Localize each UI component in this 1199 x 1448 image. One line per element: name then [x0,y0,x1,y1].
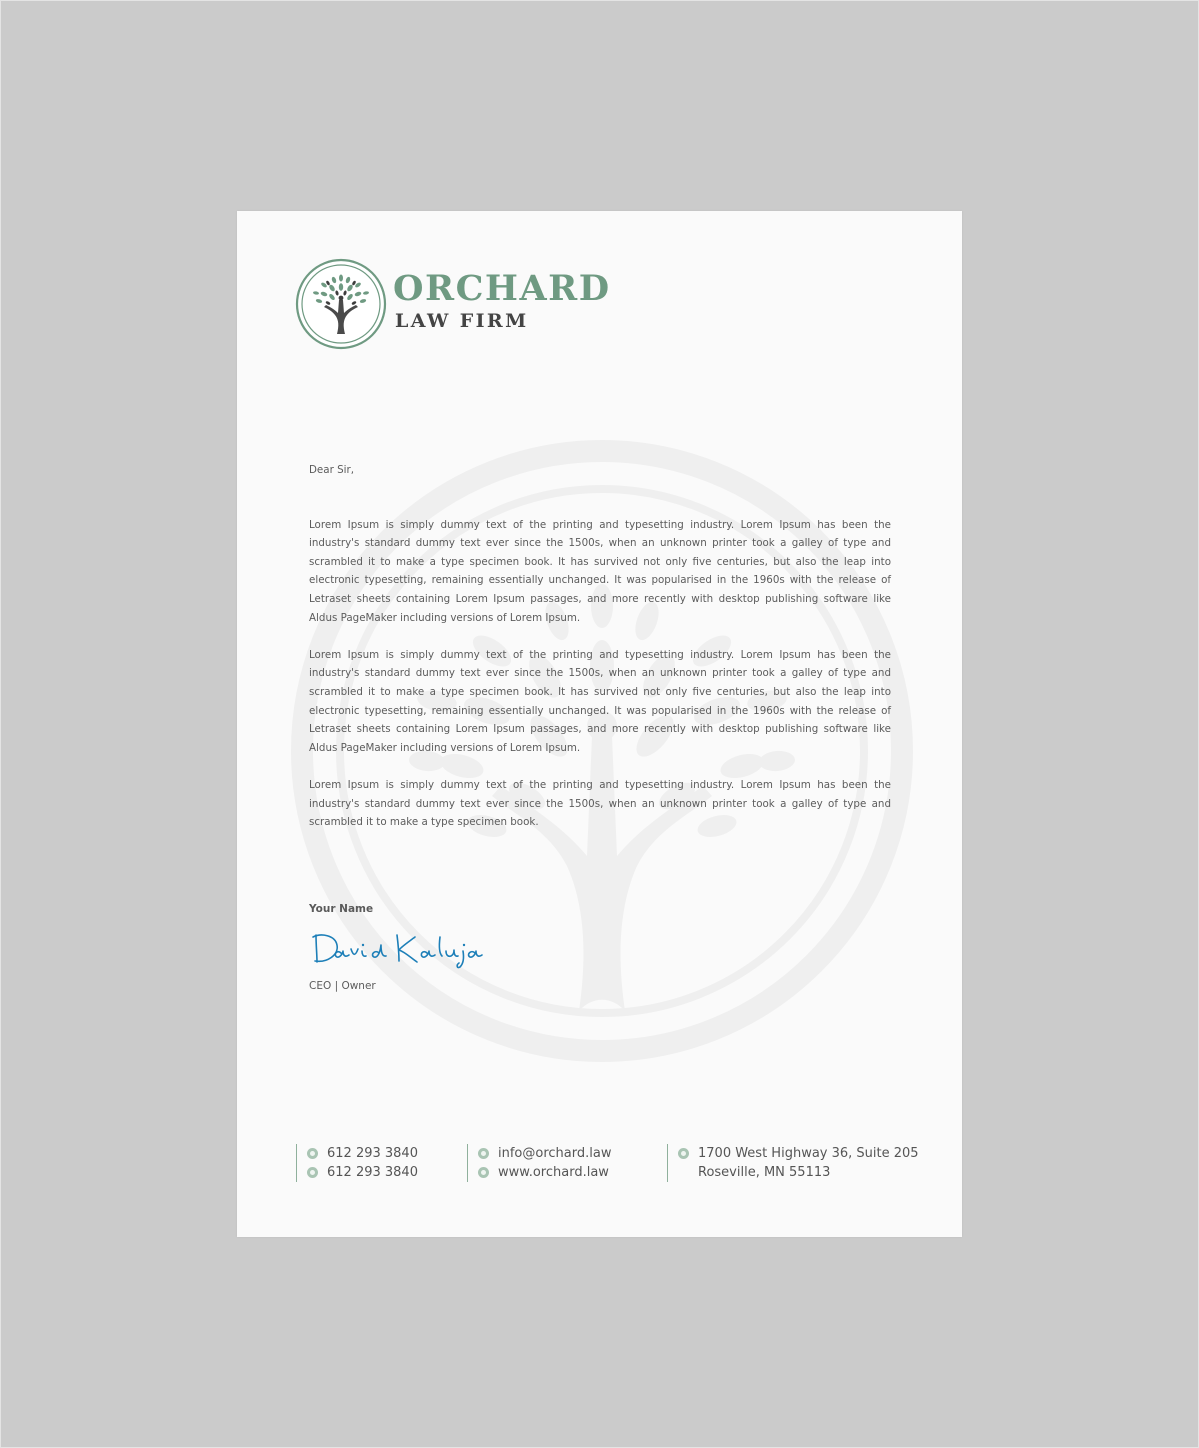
footer-address-line2: Roseville, MN 55113 [698,1165,831,1180]
signature-title: CEO | Owner [309,980,376,992]
brand-subtitle: LAW FIRM [395,310,529,332]
signature-block [309,903,569,992]
letter-body [309,461,891,850]
footer-phone-line [307,1144,418,1163]
footer-address [667,1144,919,1182]
footer-address-line [678,1144,919,1163]
footer-address-line1: 1700 West Highway 36, Suite 205 [698,1146,919,1161]
letterhead-page [237,211,962,1237]
footer-email[interactable]: info@orchard.law [498,1146,612,1161]
footer-website[interactable]: www.orchard.law [498,1165,609,1180]
phone-icon [307,1167,318,1178]
letter-paragraph: Lorem Ipsum is simply dummy text of the printing and typesetting industry. Lorem Ipsum has been the industry's standard dummy text ever since the 1500s, when an unknown printer took a galley of type and scrambled it to make a type specimen book. It has survived not only five centuries, but also the leap into electronic typesetting, remaining essentially unchanged. It was popularised in the 1960s with the release of Letraset sheets containing Lorem Ipsum passages, and more recently with desktop publishing software like Aldus PageMaker including versions of Lorem Ipsum. [309,518,891,624]
handwritten-signature [307,925,487,971]
letter-paragraph: Lorem Ipsum is simply dummy text of the printing and typesetting industry. Lorem Ipsum has been the industry's standard dummy text ever since the 1500s, when an unknown printer took a galley of type and scrambled it to make a type specimen book. It has survived not only five centuries, but also the leap into electronic typesetting, remaining essentially unchanged. It was popularised in the 1960s with the release of Letraset sheets containing Lorem Ipsum passages, and more recently with desktop publishing software like Aldus PageMaker including versions of Lorem Ipsum. [309,648,891,754]
footer-website-line [478,1163,611,1182]
footer-phones [296,1144,418,1182]
footer-phone-line [307,1163,418,1182]
letter-paragraph: Lorem Ipsum is simply dummy text of the printing and typesetting industry. Lorem Ipsum has been the industry's standard dummy text ever since the 1500s, when an unknown printer took a galley of type and scrambled it to make a type specimen book. [309,778,891,829]
footer-email-line [478,1144,611,1163]
salutation: Dear Sir, [309,464,354,476]
footer-phone: 612 293 3840 [327,1165,418,1180]
globe-icon [478,1167,489,1178]
email-icon [478,1148,489,1159]
tree-in-circle-icon [295,258,387,350]
location-pin-icon [678,1148,689,1159]
footer-address-line [678,1163,919,1182]
signature-name-label: Your Name [309,903,374,915]
brand-name: ORCHARD [393,268,611,309]
phone-icon [307,1148,318,1159]
footer-phone: 612 293 3840 [327,1146,418,1161]
spacer-icon [678,1167,689,1178]
footer-web [467,1144,611,1182]
